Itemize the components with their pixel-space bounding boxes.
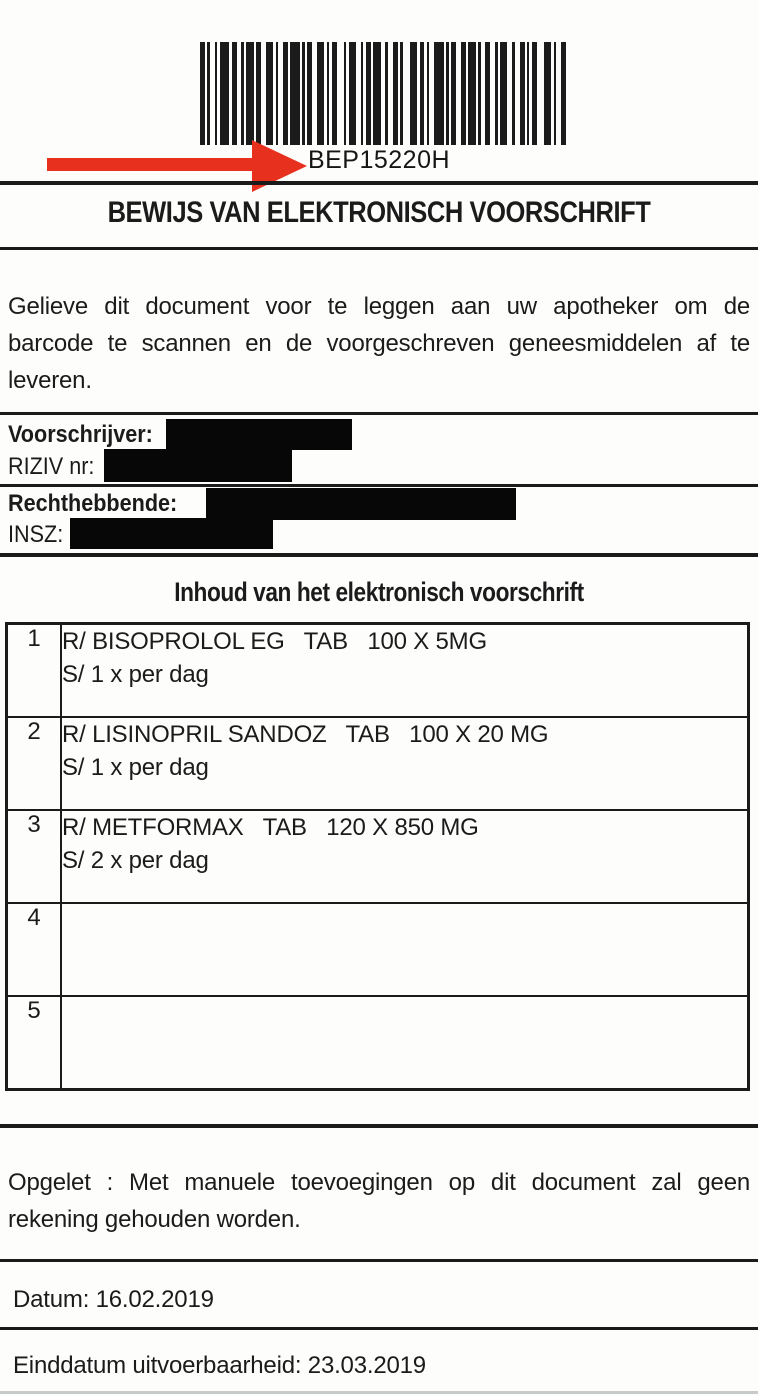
row-content	[61, 624, 749, 718]
barcode-bar	[461, 42, 466, 145]
barcode-bar	[200, 42, 205, 145]
barcode-bar	[527, 42, 529, 145]
prescriber-label: Voorschrijver:	[8, 421, 153, 448]
prescriber-name-redaction	[166, 419, 352, 450]
barcode-bar	[332, 42, 337, 145]
barcode-text: BEP15220H	[307, 146, 451, 174]
divider-patient-bottom	[0, 553, 758, 557]
row-content	[61, 717, 749, 810]
barcode-bar	[385, 42, 387, 145]
medication-text: R/ METFORMAX TAB 120 X 850 MG	[62, 814, 479, 841]
barcode-bar	[256, 42, 261, 145]
barcode-bar	[485, 42, 490, 145]
barcode-bar	[220, 42, 230, 145]
barcode-bar	[520, 42, 525, 145]
barcode-bar	[290, 42, 300, 145]
medication-text: R/ BISOPROLOL EG TAB 100 X 5MG	[62, 628, 487, 655]
date-label: Datum:	[13, 1286, 90, 1313]
intro-line-1: Gelieve dit document voor te leggen aan uw apotheker om de	[8, 293, 750, 320]
intro-line-3: leveren.	[8, 367, 92, 394]
barcode-bar	[561, 42, 566, 145]
barcode-bar	[393, 42, 398, 145]
barcode-bar	[276, 42, 278, 145]
table-heading: Inhoud van het elektronisch voorschrift	[174, 577, 584, 607]
red-arrow-shaft	[47, 158, 255, 171]
barcode-bar	[451, 42, 456, 145]
barcode-bar	[400, 42, 402, 145]
end-date-line	[13, 1352, 426, 1380]
barcode-bar	[446, 42, 448, 145]
warning-paragraph	[8, 1164, 750, 1238]
intro-line-2: barcode te scannen en de voorgeschreven geneesmiddelen af te	[8, 330, 750, 357]
end-date-value: 23.03.2019	[307, 1352, 426, 1379]
barcode-bar	[207, 42, 209, 145]
row-number: 2	[7, 717, 62, 810]
table-row	[7, 996, 749, 1090]
barcode-bar	[373, 42, 380, 145]
dosage-text: S/ 1 x per dag	[62, 661, 209, 688]
barcode-bar	[478, 42, 480, 145]
riziv-label: RIZIV nr:	[8, 453, 95, 480]
prescription-table	[5, 622, 750, 1091]
row-content	[61, 903, 749, 996]
patient-name-redaction	[206, 488, 516, 520]
barcode-bar	[361, 42, 363, 145]
barcode-bar	[500, 42, 507, 145]
barcode-bar	[420, 42, 425, 145]
row-content	[61, 810, 749, 903]
barcode-bar	[495, 42, 497, 145]
barcode-bar	[554, 42, 556, 145]
barcode-bar	[241, 42, 243, 145]
row-number: 1	[7, 624, 62, 718]
insz-label: INSZ:	[8, 521, 64, 548]
intro-paragraph	[8, 288, 750, 399]
warning-line-2: rekening gehouden worden.	[8, 1206, 301, 1233]
divider-patient-top	[0, 484, 758, 487]
barcode-bar	[512, 42, 514, 145]
barcode-bar	[349, 42, 356, 145]
scan-edge	[0, 1391, 758, 1394]
divider-warning-top	[0, 1124, 758, 1128]
barcode-bar	[468, 42, 475, 145]
dosage-text: S/ 1 x per dag	[62, 754, 209, 781]
barcode-bar	[327, 42, 329, 145]
divider-above-title	[0, 181, 758, 185]
page-title: BEWIJS VAN ELEKTRONISCH VOORSCHRIFT	[107, 196, 651, 229]
barcode-bar	[344, 42, 346, 145]
table-row	[7, 810, 749, 903]
patient-label: Rechthebbende:	[8, 490, 178, 517]
barcode-bar	[532, 42, 537, 145]
divider-below-title	[0, 247, 758, 250]
barcode	[200, 42, 566, 145]
riziv-number-redaction	[104, 449, 292, 482]
table-row	[7, 624, 749, 718]
row-number: 5	[7, 996, 62, 1090]
barcode-bar	[434, 42, 444, 145]
barcode-bar	[544, 42, 551, 145]
table-row	[7, 717, 749, 810]
barcode-bar	[283, 42, 288, 145]
barcode-bar	[366, 42, 371, 145]
table-row	[7, 903, 749, 996]
dosage-text: S/ 2 x per dag	[62, 847, 209, 874]
divider-enddate-top	[0, 1327, 758, 1330]
barcode-bar	[410, 42, 417, 145]
barcode-bar	[266, 42, 273, 145]
row-content	[61, 996, 749, 1090]
barcode-bar	[246, 42, 253, 145]
medication-text: R/ LISINOPRIL SANDOZ TAB 100 X 20 MG	[62, 721, 549, 748]
barcode-bar	[317, 42, 324, 145]
end-date-label: Einddatum uitvoerbaarheid:	[13, 1352, 302, 1379]
barcode-bar	[215, 42, 217, 145]
divider-date-top	[0, 1259, 758, 1262]
barcode-bar	[302, 42, 304, 145]
warning-line-1: Opgelet : Met manuele toevoegingen op dit document zal geen	[8, 1169, 750, 1196]
barcode-bar	[232, 42, 237, 145]
barcode-bar	[427, 42, 429, 145]
row-number: 3	[7, 810, 62, 903]
date-value: 16.02.2019	[95, 1286, 214, 1313]
row-number: 4	[7, 903, 62, 996]
date-line	[13, 1286, 214, 1314]
barcode-bar	[307, 42, 312, 145]
insz-number-redaction	[70, 518, 273, 549]
divider-prescriber-top	[0, 412, 758, 415]
